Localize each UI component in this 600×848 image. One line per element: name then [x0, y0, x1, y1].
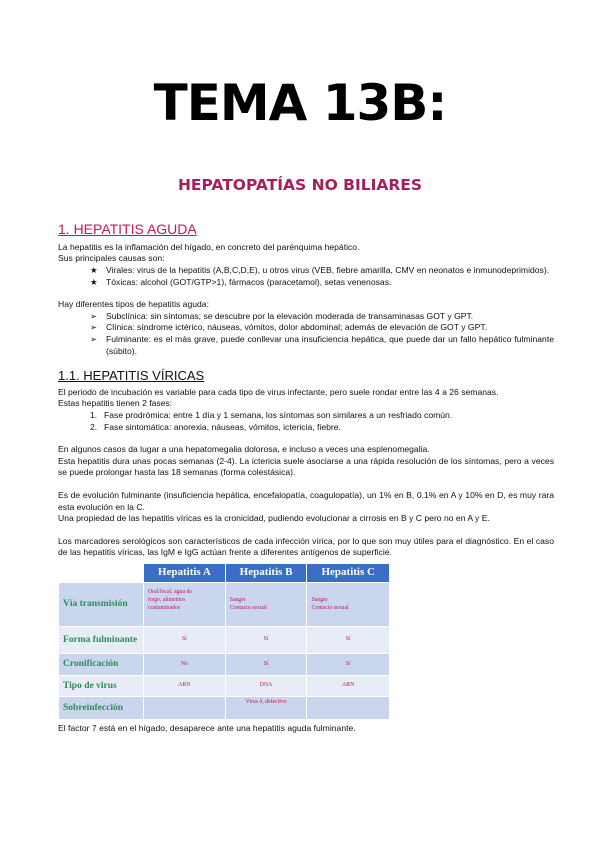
table-row [59, 626, 390, 653]
arrow-bullet-icon: ➢ [90, 322, 98, 333]
table-cell: Sangre Contacto sexual [225, 582, 307, 626]
star-bullet-icon: ★ [90, 276, 98, 287]
row-header: Cronificación [59, 653, 144, 675]
table-cell [307, 696, 390, 719]
arrow-bullet-icon: ➢ [90, 334, 98, 345]
phases-list [58, 410, 554, 433]
section-heading-hepatitis-viricas: 1.1. HEPATITIS VÍRICAS [58, 368, 205, 384]
page-subtitle: HEPATOPATÍAS NO BILIARES [177, 176, 423, 194]
paragraph: Es de evolución fulminante (insuficiencia hepática, encefalopatía, coagulopatía), un 1% en B, 0.1% en A y 10% en D, es muy rara esta evolución en la C. [58, 489, 554, 512]
paragraph: El factor 7 está en el hígado, desaparece ante una hepatitis aguda fulminante. [58, 722, 356, 733]
table-cell: Sí [307, 653, 390, 675]
list-item: ★ Tóxicas: alcohol (GOT/GTP>1), fármacos (paracetamol), setas venenosas. [90, 276, 392, 287]
table-cell: ARN [144, 675, 226, 696]
table-row [59, 696, 390, 719]
row-header: Vía transmisión [59, 582, 144, 626]
table-cell: Sí [144, 626, 226, 653]
list-item: ➢ Fulminante: es el más grave, puede conllevar una insuficiencia hepática, que puede dar un fallo hepático fulminante (súbito). [90, 334, 554, 356]
row-header: Tipo de virus [59, 675, 144, 696]
document-body [58, 220, 554, 735]
table-cell: Sí [307, 626, 390, 653]
section-heading-hepatitis-aguda: 1. HEPATITIS AGUDA [58, 221, 197, 237]
table-cell: DNA [225, 675, 307, 696]
table-cell: ARN [307, 675, 390, 696]
table-cell [144, 696, 226, 719]
arrow-bullet-icon: ➢ [90, 310, 98, 321]
paragraph: La hepatitis es la inflamación del hígado, en concreto del parénquima hepático. [58, 241, 360, 252]
table-cell: Oral/fecal, agua de riego, alimentos contaminados [144, 582, 226, 626]
table-header-row [59, 563, 390, 582]
column-header: Hepatitis A [144, 563, 226, 582]
causes-list [58, 265, 554, 288]
table-cell: No [144, 653, 226, 675]
table-cell: Virus δ, defectivo [225, 696, 307, 719]
list-item: ★ Virales: virus de la hepatitis (A,B,C,D,E), u otros virus (VEB, fiebre amarilla, CMV en neonatos e inmunodeprimidos). [90, 265, 550, 276]
list-item: ➢ Clínica: síndrome ictérico, náuseas, vómitos, dolor abdominal; además de elevación de GOT y GPT. [90, 322, 488, 333]
paragraph: Los marcadores serológicos son característicos de cada infección vírica, por lo que son muy útiles para el diagnóstico. En el caso de las hepatitis víricas, las IgM e IgG actúan frente a diferentes antígenos de superficie. [58, 535, 554, 558]
table-cell: Sangre Contacto sexual [307, 582, 390, 626]
list-item: 2. Fase sintomática: anorexia, náuseas, vómitos, ictericia, fiebre. [90, 421, 341, 432]
paragraph: Una propiedad de las hepatitis víricas es la cronicidad, pudiendo evolucionar a cirrosis en B y C pero no en A y E. [58, 513, 490, 524]
table-cell: Sí [225, 626, 307, 653]
table-row [59, 582, 390, 626]
star-bullet-icon: ★ [90, 265, 98, 276]
hepatitis-comparison-table [58, 563, 390, 720]
paragraph: Estas hepatitis tienen 2 fases: [58, 398, 173, 409]
paragraph: En algunos casos da lugar a una hepatomegalia dolorosa, e incluso a veces una esplenomegalia. [58, 444, 430, 455]
types-list [58, 311, 554, 357]
table-row [59, 675, 390, 696]
table-row [59, 653, 390, 675]
column-header: Hepatitis C [307, 563, 390, 582]
list-item: ➢ Subclínica: sin síntomas; se descubre por la elevación moderada de transaminasas GOT y GPT. [90, 310, 474, 321]
paragraph: Sus principales causas son: [58, 253, 165, 264]
page-title: TEMA 13B: [153, 74, 447, 132]
table-cell: Sí [225, 653, 307, 675]
paragraph: Esta hepatitis dura unas pocas semanas (2-4). La ictericia suele asociarse a una rápida resolución de los síntomas, pero a veces se puede prolongar hasta las 18 semanas (forma colestásica). [58, 455, 554, 478]
paragraph: El periodo de incubación es variable para cada tipo de virus infectante, pero suele rondar entre las 4 a 26 semanas. [58, 386, 499, 397]
paragraph: Hay diferentes tipos de hepatitis aguda: [58, 299, 209, 310]
row-header: Forma fulminante [59, 626, 144, 653]
list-item: 1. Fase prodrómica: entre 1 día y 1 semana, los síntomas son similares a un resfriado común. [90, 409, 453, 420]
row-header: Sobreinfección [59, 696, 144, 719]
column-header: Hepatitis B [225, 563, 307, 582]
